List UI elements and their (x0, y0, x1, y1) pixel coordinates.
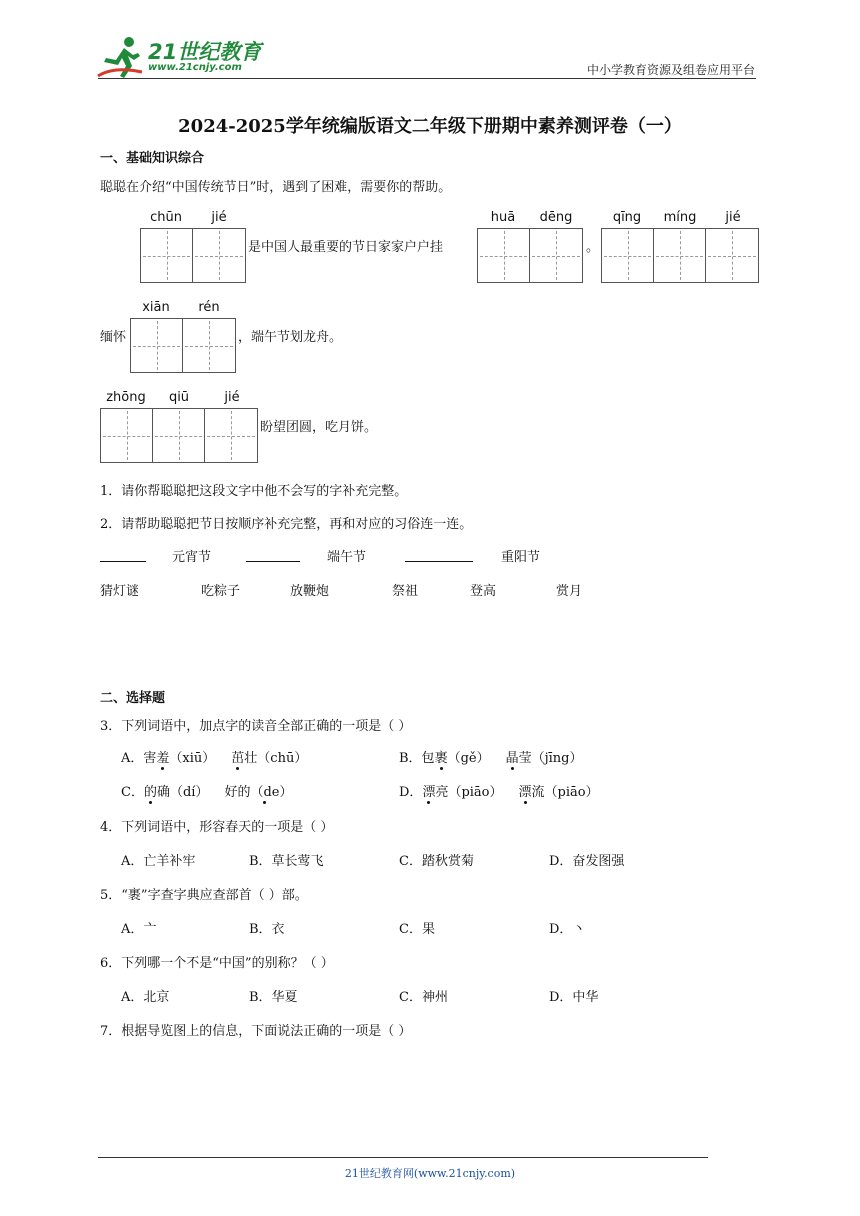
q5-option-c[interactable]: C．果 (399, 922, 435, 937)
q5-option-b[interactable]: B．衣 (249, 922, 285, 937)
q3-option-a[interactable]: A．害羞（xiū） 茁壮（chū） (121, 747, 307, 766)
line2-text-after: ，端午节划龙舟。 (238, 330, 343, 345)
pinyin-chun: chūn (150, 210, 182, 225)
writing-cell[interactable] (131, 319, 183, 372)
question-5: 5．“裹”字查字典应查部首（ ）部。 (100, 888, 308, 903)
header-divider (98, 78, 756, 79)
line2-text-before: 缅怀 (100, 330, 127, 345)
site-logo (96, 36, 266, 80)
footer-link[interactable]: 21世纪教育网(www.21cnjy.com) (344, 1167, 516, 1180)
question-7: 7．根据导览图上的信息，下面说法正确的一项是（ ） (100, 1024, 412, 1039)
pinyin-zhong: zhōng (106, 390, 146, 405)
pinyin-jie3: jié (224, 390, 240, 405)
pinyin-ren: rén (198, 300, 220, 315)
festival-1: 元宵节 (172, 550, 212, 565)
dotted-char: 茁 (231, 747, 244, 766)
custom-3: 放鞭炮 (290, 584, 330, 599)
festival-blank-2[interactable] (246, 547, 300, 562)
writing-cell[interactable] (654, 229, 706, 282)
writing-cell[interactable] (706, 229, 758, 282)
question-6: 6．下列哪一个不是“中国”的别称？（ ） (100, 956, 334, 971)
dotted-char: 晶 (506, 747, 519, 766)
dotted-char: 漂 (422, 781, 435, 800)
festival-blank-3[interactable] (405, 547, 473, 562)
writing-cell[interactable] (602, 229, 654, 282)
q3-option-d[interactable]: D．漂亮（piāo） 漂流（piāo） (399, 781, 599, 800)
q3-option-b[interactable]: B．包裹（gě） 晶莹（jīng） (399, 747, 583, 766)
writing-cell[interactable] (141, 229, 193, 282)
line1-text-b: 。 (586, 240, 600, 255)
section2-heading: 二、选择题 (100, 691, 166, 706)
question-3: 3．下列词语中，加点字的读音全部正确的一项是（ ） (100, 719, 412, 734)
custom-5: 登高 (470, 584, 497, 599)
dotted-char: 的 (144, 781, 157, 800)
q6-option-d[interactable]: D．中华 (549, 990, 599, 1005)
festival-3: 重阳节 (501, 550, 541, 565)
dotted-char: 的（de） (237, 781, 292, 800)
writing-cell[interactable] (530, 229, 582, 282)
dotted-char: 漂 (519, 781, 532, 800)
festival-2: 端午节 (327, 550, 367, 565)
runner-logo-icon (96, 36, 146, 80)
logo-url: www.21cnjy.com (148, 62, 242, 73)
writing-grid-xianren[interactable] (130, 318, 236, 373)
section1-intro: 聪聪在介绍“中国传统节日”时，遇到了困难，需要你的帮助。 (100, 180, 452, 195)
q4-option-c[interactable]: C．踏秋赏菊 (399, 854, 474, 869)
custom-2: 吃粽子 (201, 584, 241, 599)
q6-option-c[interactable]: C．神州 (399, 990, 448, 1005)
writing-grid-huadeng[interactable] (477, 228, 583, 283)
dotted-char: 裹 (435, 747, 448, 766)
writing-cell[interactable] (153, 409, 205, 462)
writing-grid-chunjie[interactable] (140, 228, 246, 283)
pinyin-jie: jié (211, 210, 227, 225)
q4-option-d[interactable]: D．奋发图强 (549, 854, 625, 869)
pinyin-ming: míng (663, 210, 697, 225)
q5-option-d[interactable]: D．丶 (549, 922, 586, 937)
question-4: 4．下列词语中，形容春天的一项是（ ） (100, 820, 334, 835)
line3-text-after: 盼望团圆，吃月饼。 (260, 420, 378, 435)
writing-grid-zhongqiujie[interactable] (100, 408, 258, 463)
writing-cell[interactable] (101, 409, 153, 462)
q6-option-b[interactable]: B．华夏 (249, 990, 298, 1005)
dotted-char: 羞 (156, 747, 169, 766)
question-1: 1．请你帮聪聪把这段文字中他不会写的字补充完整。 (100, 484, 408, 499)
pinyin-jie2: jié (725, 210, 741, 225)
logo-text: 21世纪教育 (148, 40, 262, 64)
q4-option-b[interactable]: B．草长莺飞 (249, 854, 324, 869)
pinyin-qing: qīng (612, 210, 642, 225)
writing-cell[interactable] (193, 229, 245, 282)
q3-option-c[interactable]: C．的确（dí） 好的（de） (121, 781, 292, 800)
custom-1: 猜灯谜 (100, 584, 140, 599)
writing-cell[interactable] (478, 229, 530, 282)
pinyin-deng: dēng (539, 210, 573, 225)
section1-heading: 一、基础知识综合 (100, 151, 205, 166)
pinyin-xian: xiān (142, 300, 170, 315)
platform-label: 中小学教育资源及组卷应用平台 (586, 63, 755, 77)
pinyin-hua: huā (490, 210, 516, 225)
q6-option-a[interactable]: A．北京 (121, 990, 170, 1005)
custom-6: 赏月 (556, 584, 583, 599)
q5-option-a[interactable]: A．亠 (121, 922, 157, 937)
festival-blank-1[interactable] (100, 547, 146, 562)
pinyin-qiu: qiū (168, 390, 190, 405)
line1-text-a: 是中国人最重要的节日家家户户挂 (248, 240, 444, 255)
page-title: 2024-2025学年统编版语文二年级下册期中素养测评卷（一） (178, 116, 682, 137)
writing-grid-qingmingjie[interactable] (601, 228, 759, 283)
writing-cell[interactable] (183, 319, 235, 372)
custom-4: 祭祖 (392, 584, 419, 599)
writing-cell[interactable] (205, 409, 257, 462)
footer-divider (98, 1157, 708, 1158)
q4-option-a[interactable]: A．亡羊补牢 (121, 854, 196, 869)
question-2: 2．请帮助聪聪把节日按顺序补充完整，再和对应的习俗连一连。 (100, 517, 473, 532)
